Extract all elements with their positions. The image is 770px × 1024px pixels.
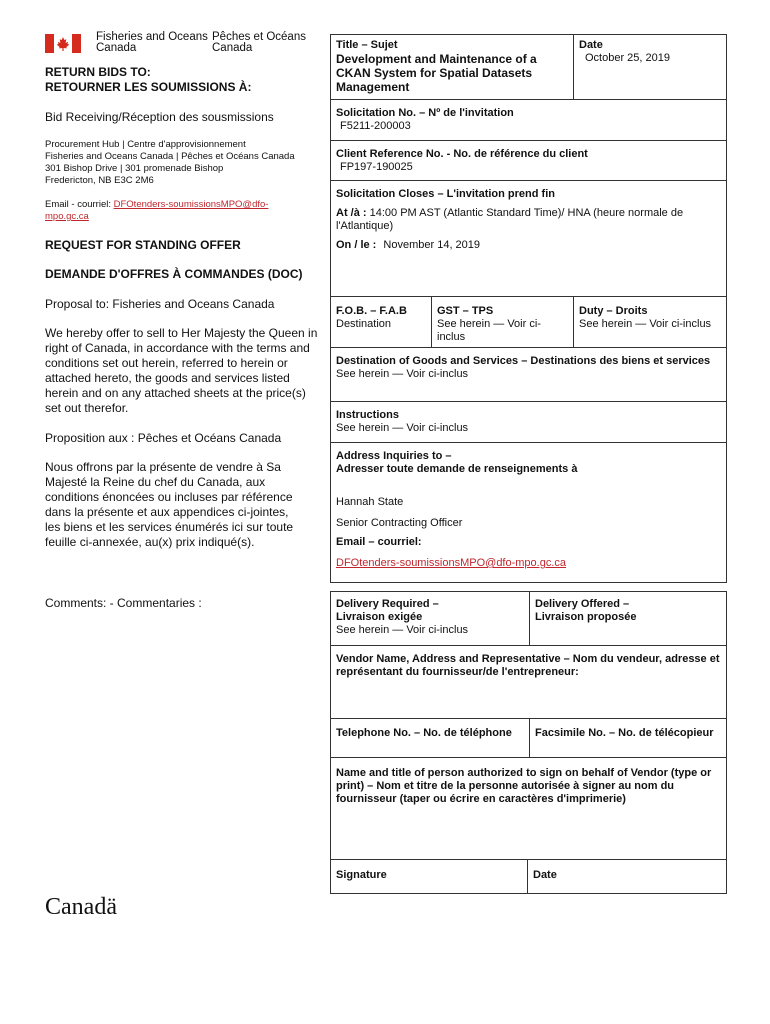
delivery-required-cell [330, 595, 529, 640]
delivery-offered-label-2: Livraison proposée [535, 611, 637, 623]
bid-email [45, 199, 305, 223]
delivery-offered-label-1: Delivery Offered – [535, 598, 630, 610]
comments-label: Comments: - Commentaries : [45, 596, 202, 610]
duty-label: Duty – Droits [579, 305, 648, 317]
divider [330, 180, 727, 181]
solicitation-cell [330, 104, 727, 136]
delivery-required-label-2: Livraison exigée [336, 611, 423, 623]
at-value: 14:00 PM AST (Atlantic Standard Time)/ HNA (heure normale de l'Atlantique) [336, 207, 684, 232]
duty-cell [573, 302, 727, 334]
divider [330, 442, 727, 443]
return-bids-fr: RETOURNER LES SOUMISSIONS À: [45, 80, 252, 94]
title-label: Title – Sujet [336, 39, 398, 51]
divider [330, 401, 727, 402]
signature-field[interactable] [330, 866, 527, 894]
client-ref-cell [330, 145, 727, 177]
vendor-name-field[interactable] [330, 650, 727, 718]
authorized-person-field[interactable] [330, 764, 727, 859]
email-link-part2[interactable]: mpo.gc.ca [45, 211, 89, 222]
divider [330, 645, 727, 646]
email-label: Email - courriel: [45, 199, 114, 210]
at-label: At /à : [336, 207, 367, 219]
inquiries-label-1: Address Inquiries to – [336, 450, 452, 462]
divider [330, 347, 727, 348]
date-label: Date [579, 39, 603, 51]
instructions-label: Instructions [336, 409, 399, 421]
contact-email-link[interactable]: DFOtenders-soumissionsMPO@dfo-mpo.gc.ca [336, 557, 567, 569]
signature-date-label: Date [533, 869, 557, 881]
dept-fr-line1: Pêches et Océans [212, 31, 306, 43]
gst-cell [431, 302, 573, 347]
fax-label: Facsimile No. – No. de télécopieur [535, 727, 714, 739]
address-line-3: 301 Bishop Drive | 301 promenade Bishop [45, 163, 224, 174]
dept-en-line2: Canada [96, 42, 137, 54]
closes-label: Solicitation Closes – L'invitation prend fin [336, 188, 555, 200]
delivery-required-label-1: Delivery Required – [336, 598, 439, 610]
inquiries-label-2: Adresser toute demande de renseignements à [336, 463, 578, 475]
address-line-4: Fredericton, NB E3C 2M6 [45, 175, 154, 186]
contact-email-label: Email – courriel: [336, 536, 422, 548]
instructions-cell [330, 406, 727, 438]
request-standing-offer: REQUEST FOR STANDING OFFER [45, 238, 241, 252]
fax-field[interactable] [529, 724, 727, 757]
duty-value: See herein — Voir ci-inclus [579, 318, 712, 330]
fob-cell [330, 302, 431, 334]
telephone-label: Telephone No. – No. de téléphone [336, 727, 512, 739]
destination-cell [330, 352, 727, 384]
bid-receiving: Bid Receiving/Réception des sousmissions [45, 110, 274, 124]
vendor-name-label: Vendor Name, Address and Representative – Nom du vendeur, adresse et représentant du fournisseur/de l'entrepreneur: [336, 653, 720, 678]
offer-text-en: We hereby offer to sell to Her Majesty the Queen in right of Canada, in accordance with the terms and conditions set out herein, referred to herein or attached hereto, the goods and services listed herein and on any attached sheets at the price(s) set out therefor. [45, 326, 318, 415]
date-value: October 25, 2019 [585, 52, 671, 64]
canada-flag-icon [45, 34, 81, 53]
on-value: November 14, 2019 [383, 239, 481, 251]
solicitation-value: F5211-200003 [340, 120, 411, 132]
divider [330, 757, 727, 758]
signature-date-field[interactable] [527, 866, 727, 894]
demande-offres: DEMANDE D'OFFRES À COMMANDES (DOC) [45, 267, 303, 281]
delivery-offered-cell[interactable] [529, 595, 727, 627]
client-ref-value: FP197-190025 [340, 161, 413, 173]
title-cell [330, 36, 573, 97]
procurement-address [45, 139, 325, 187]
delivery-required-value: See herein — Voir ci-inclus [336, 624, 469, 636]
canada-wordmark: Canadä [45, 894, 117, 920]
divider [330, 99, 727, 100]
divider [330, 140, 727, 141]
department-signature [96, 32, 208, 54]
address-line-1: Procurement Hub | Centre d'approvisionnement [45, 139, 246, 150]
email-link-part1[interactable]: DFOtenders-soumissionsMPO@dfo- [113, 199, 269, 210]
instructions-value: See herein — Voir ci-inclus [336, 422, 469, 434]
proposal-to: Proposal to: Fisheries and Oceans Canada [45, 297, 275, 311]
dept-fr-line2: Canada [212, 42, 253, 54]
solicitation-label: Solicitation No. – Nº de l'invitation [336, 107, 514, 119]
fob-label: F.O.B. – F.A.B [336, 305, 407, 317]
signature-label: Signature [336, 869, 387, 881]
fob-value: Destination [336, 318, 392, 330]
proposition-aux: Proposition aux : Pêches et Océans Canada [45, 431, 282, 445]
offer-text-fr: Nous offrons par la présente de vendre à Sa Majesté la Reine du chef du Canada, aux conditions énoncées ou incluses par référence dans la présente et aux appendices ci-jointes, les biens et les services énumérés ici sur toute feuille ci-annexée, au(x) prix indiqué(s). [45, 460, 294, 549]
gst-label: GST – TPS [437, 305, 494, 317]
return-bids-heading [45, 65, 251, 95]
address-line-2: Fisheries and Oceans Canada | Pêches et Océans Canada [45, 151, 295, 162]
gst-value: See herein — Voir ci-inclus [437, 318, 541, 343]
return-bids-en: RETURN BIDS TO: [45, 65, 151, 79]
telephone-field[interactable] [330, 724, 529, 757]
department-signature-fr [212, 32, 306, 54]
authorized-label: Name and title of person authorized to sign on behalf of Vendor (type or print) – Nom et titre de la personne autorisée à signer au nom du fournisseur (taper ou écrire en caractères d'imprimerie) [336, 767, 712, 805]
divider [330, 859, 727, 860]
destination-label: Destination of Goods and Services – Destinations des biens et services [336, 355, 711, 367]
contact-title: Senior Contracting Officer [336, 517, 463, 529]
title-value: Development and Maintenance of a CKAN System for Spatial Datasets Management [336, 52, 537, 94]
divider [330, 296, 727, 297]
destination-value: See herein — Voir ci-inclus [336, 368, 469, 380]
dept-en-line1: Fisheries and Oceans [96, 31, 208, 43]
on-label: On / le : [336, 239, 377, 251]
closes-cell [330, 185, 727, 255]
contact-name: Hannah State [336, 496, 404, 508]
inquiries-cell [330, 447, 727, 573]
date-cell [573, 36, 727, 68]
client-ref-label: Client Reference No. - No. de référence du client [336, 148, 588, 160]
